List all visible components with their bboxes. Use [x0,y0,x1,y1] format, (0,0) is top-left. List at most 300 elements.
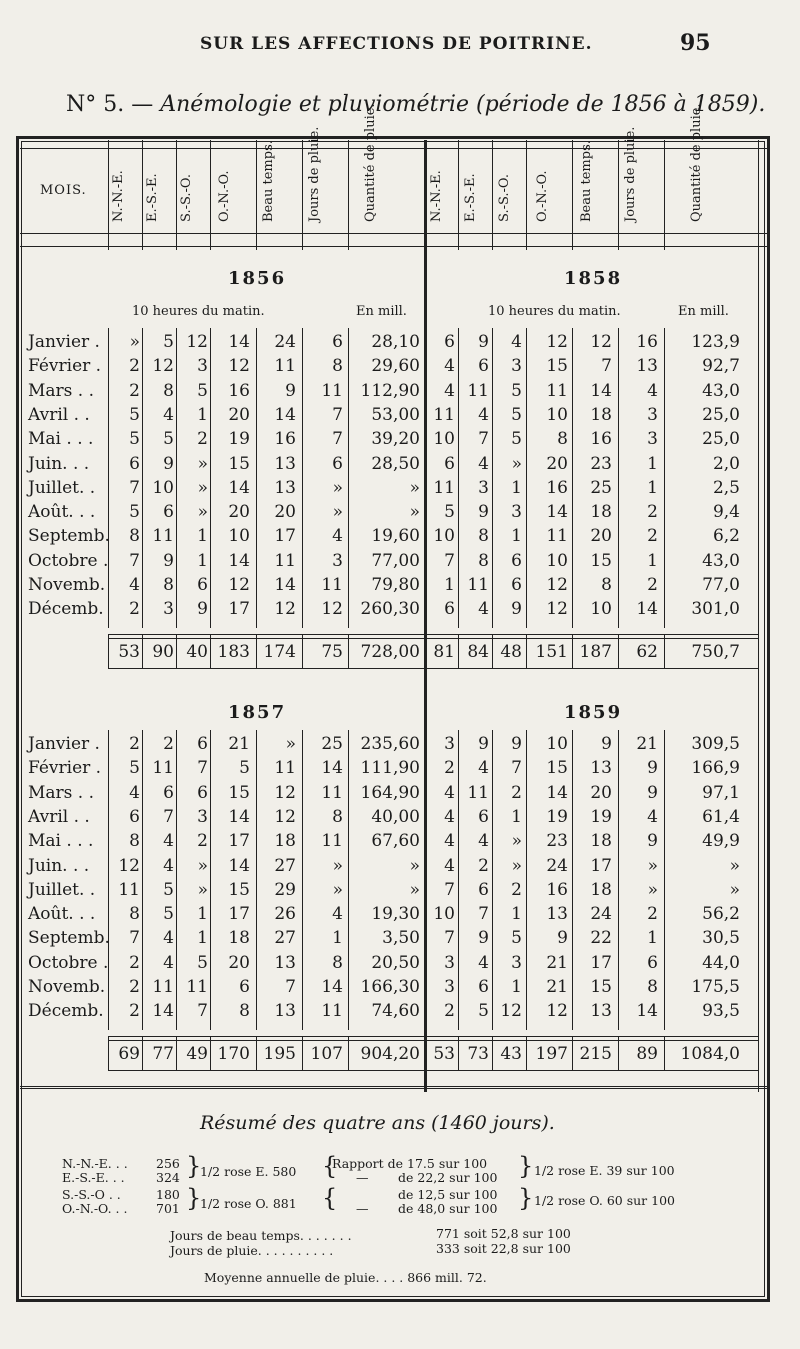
table-cell: 11 [321,380,343,401]
table-cell: 10 [546,550,568,571]
table-cell: 49,9 [702,831,740,852]
table-cell: » [729,879,740,900]
col-heading-left: Jours de pluie. [307,126,322,222]
total-cell: 187 [579,641,612,662]
table-cell: 15 [228,782,250,803]
table-cell: 9 [478,502,489,523]
col-rule [572,328,573,628]
table-cell: 77,00 [371,550,420,571]
month-label: Juillet. . [28,879,96,900]
table-cell: 4 [444,380,455,401]
table-cell: » [511,831,522,852]
col-rule [458,730,459,1030]
table-cell: 3,50 [382,928,420,949]
table-cell: 6 [647,952,658,973]
table-cell: 1 [197,928,208,949]
header-col-sep-left [176,140,177,250]
running-title: SUR LES AFFECTIONS DE POITRINE. [200,34,593,54]
col-heading-left: O.-N.-O. [217,170,232,222]
table-cell: 27 [274,928,296,949]
table-cell: 4 [478,453,489,474]
ratio-text: de 12,5 sur 100 [398,1187,498,1202]
col-heading-right: O.-N.-O. [535,170,550,222]
totals-bottom-rule [108,1070,758,1071]
header-col-sep-right [618,140,619,250]
table-cell: 5 [163,879,174,900]
table-cell: 12 [546,599,568,620]
table-cell: 4 [129,782,140,803]
table-cell: 1 [647,550,658,571]
header-col-sep-left [348,140,349,250]
brace-mid-e: { [322,1152,338,1180]
table-cell: 5 [239,758,250,779]
table-cell: 7 [478,904,489,925]
table-cell: 16 [636,332,658,352]
month-label: Décemb. [28,599,104,620]
month-label: Août. . . [28,904,96,925]
table-cell: 12 [590,332,612,352]
total-cell: 195 [263,1043,296,1064]
col-rule [302,328,303,628]
table-cell: » [647,879,658,900]
table-cell: 44,0 [702,952,740,973]
table-cell: 5 [511,404,522,425]
table-cell: 11 [118,879,140,900]
total-cell: 107 [310,1043,343,1064]
table-cell: 3 [332,550,343,571]
table-cell: 9 [647,782,658,803]
col-heading-left: E.-S.-E. [145,173,160,222]
table-cell: 19 [228,429,250,450]
table-cell: 12 [152,356,174,377]
summary-top-rule [20,1086,768,1089]
table-cell: 10 [590,599,612,620]
total-cell: 151 [535,641,568,662]
table-cell: 13 [274,453,296,474]
month-label: Mai . . . [28,429,94,450]
total-cell: 904,20 [360,1043,420,1064]
table-cell: 6 [478,806,489,827]
table-cell: 13 [636,356,658,377]
table-cell: 166,9 [691,758,740,779]
total-cell: 69 [118,1043,140,1064]
table-cell: » [332,502,343,523]
table-cell: 97,1 [702,782,740,803]
total-cell: 73 [467,1043,489,1064]
table-cell: 4 [647,806,658,827]
table-cell: 123,9 [691,332,740,352]
table-cell: 11 [152,977,174,997]
table-cell: 3 [197,806,208,827]
wind-count: 180 [156,1187,180,1202]
table-cell: 8 [478,526,489,547]
table-cell: 4 [163,855,174,876]
table-cell: 13 [590,1001,612,1022]
table-cell: 11 [433,404,455,425]
moyenne-annuelle: Moyenne annuelle de pluie. . . . 866 mill. 72. [204,1270,487,1285]
table-cell: 2 [647,904,658,925]
table-cell: 4 [163,928,174,949]
table-cell: 3 [163,599,174,620]
totals-col-rule [526,1036,527,1070]
col-rule [618,328,619,628]
table-cell: » [129,332,140,352]
table-cell: 4 [647,380,658,401]
table-cell: 20 [274,502,296,523]
table-cell: 6 [163,782,174,803]
col-heading-right: Quantité de pluie. [689,103,704,222]
col-rule [526,730,527,1030]
table-cell: 112,90 [360,380,420,401]
caption-number: N° 5. — [66,92,154,117]
table-cell: 25,0 [702,429,740,450]
table-cell: » [409,855,420,876]
table-cell: » [409,477,420,498]
table-cell: 19,30 [371,904,420,925]
month-label: Juin. . . [28,453,90,474]
page-number: 95 [680,30,711,56]
table-cell: 12 [186,332,208,352]
table-cell: » [511,453,522,474]
table-cell: » [729,855,740,876]
header-col-sep-right [572,140,573,250]
table-cell: 2 [129,356,140,377]
table-cell: 1 [197,550,208,571]
ratio-text: Rapport de 17.5 sur 100 [332,1156,488,1171]
table-cell: 15 [228,879,250,900]
table-cell: 21 [636,734,658,754]
month-label: Octobre . [28,550,109,571]
table-cell: 13 [274,477,296,498]
table-cell: 14 [636,599,658,620]
table-cell: 309,5 [691,734,740,754]
table-cell: 20 [546,453,568,474]
unit-subheading: En mill. [678,304,729,319]
month-label: Septemb. [28,526,110,547]
table-cell: 10 [546,734,568,754]
table-cell: 10 [433,429,455,450]
table-cell: 39,20 [371,429,420,450]
table-cell: 15 [228,453,250,474]
col-heading-left: Beau temps. [261,140,276,222]
header-bottom-rule-2 [20,246,768,247]
col-rule [492,328,493,628]
table-cell: 10 [228,526,250,547]
totals-top-rule-2 [108,638,758,639]
table-cell: 8 [129,526,140,547]
col-rule [256,730,257,1030]
table-cell: 5 [511,380,522,401]
table-cell: 12 [546,332,568,352]
table-cell: 1 [511,526,522,547]
col-rule [348,730,349,1030]
totals-top-rule [108,1036,758,1037]
table-cell: 5 [478,1001,489,1022]
table-cell: » [511,855,522,876]
header-col-sep-left [142,140,143,250]
table-cell: 74,60 [371,1001,420,1022]
table-cell: 14 [228,550,250,571]
brace-right-o: } [518,1184,534,1212]
month-label: Janvier . [28,332,100,352]
table-cell: 13 [546,904,568,925]
table-cell: 12 [228,575,250,595]
year-heading: 1857 [228,702,287,723]
table-cell: 14 [636,1001,658,1022]
total-cell: 40 [186,641,208,662]
table-cell: 4 [332,526,343,547]
header-col-sep-right [458,140,459,250]
year-heading: 1856 [228,268,287,289]
table-cell: 21 [546,977,568,997]
table-cell: 10 [433,526,455,547]
table-cell: 260,30 [360,599,420,620]
table-cell: 3 [647,404,658,425]
col-rule [458,328,459,628]
total-cell: 49 [186,1043,208,1064]
page-header [0,30,800,60]
col-heading-right: Beau temps. [579,140,594,222]
table-cell: 16 [546,477,568,498]
table-cell: 11 [152,526,174,547]
table-cell: 28,10 [371,332,420,352]
table-cell: 164,90 [360,782,420,803]
table-cell: 9 [478,928,489,949]
table-cell: 11 [186,977,208,997]
table-cell: 11 [546,526,568,547]
table-cell: 67,60 [371,831,420,852]
table-cell: 5 [163,429,174,450]
totals-col-rule [664,1036,665,1070]
table-cell: 10 [152,477,174,498]
table-cell: 21 [546,952,568,973]
table-cell: 11 [433,477,455,498]
table-cell: 2 [647,502,658,523]
table-cell: 1 [647,453,658,474]
table-cell: 3 [511,356,522,377]
caption-period: (période de 1856 à 1859). [475,92,766,117]
table-cell: » [197,502,208,523]
table-cell: 8 [239,1001,250,1022]
table-cell: 2 [129,1001,140,1022]
table-cell: 14 [321,977,343,997]
table-cell: 5 [129,758,140,779]
table-cell: 11 [321,782,343,803]
header-col-sep-left [108,140,109,250]
table-cell: 6,2 [712,526,740,547]
table-cell: 13 [590,758,612,779]
table-cell: 9 [197,599,208,620]
table-cell: 111,90 [360,758,420,779]
table-cell: 20 [590,782,612,803]
table-cell: 11 [274,356,296,377]
ratio-dash: — [356,1201,369,1216]
table-caption [66,92,765,117]
table-cell: 14 [546,782,568,803]
ratio-dash: — [356,1170,369,1185]
table-cell: 4 [444,806,455,827]
totals-col-rule [664,634,665,668]
table-cell: » [332,879,343,900]
total-cell: 62 [636,641,658,662]
table-cell: 8 [129,831,140,852]
header-col-sep-right [526,140,527,250]
table-cell: 6 [444,453,455,474]
table-cell: 20 [228,502,250,523]
table-cell: 6 [444,599,455,620]
table-cell: 2,0 [712,453,740,474]
table-cell: 17 [590,855,612,876]
table-cell: 9 [511,599,522,620]
table-cell: 2 [129,380,140,401]
table-cell: 8 [557,429,568,450]
table-cell: 15 [590,977,612,997]
month-label: Août. . . [28,502,96,523]
month-label: Novemb. [28,977,106,997]
month-label: Septemb. [28,928,110,949]
total-cell: 750,7 [691,641,740,662]
table-cell: 92,7 [702,356,740,377]
header-col-sep-left [302,140,303,250]
table-cell: 3 [197,356,208,377]
table-cell: 7 [285,977,296,997]
time-subheading: 10 heures du matin. [132,304,265,319]
table-cell: » [197,453,208,474]
table-cell: 14 [274,575,296,595]
table-cell: 24 [546,855,568,876]
table-cell: 18 [228,928,250,949]
total-cell: 75 [321,641,343,662]
table-cell: 5 [197,380,208,401]
table-cell: 18 [590,502,612,523]
table-cell: 14 [228,855,250,876]
month-label: Avril . . [28,404,90,425]
table-cell: 16 [590,429,612,450]
header-col-sep-left [210,140,211,250]
table-cell: » [197,477,208,498]
table-cell: 12 [321,599,343,620]
col-rule [108,328,109,628]
table-cell: 9 [647,758,658,779]
table-cell: 6 [478,977,489,997]
table-cell: 20 [228,952,250,973]
pluie-value: 333 soit 22,8 sur 100 [436,1241,571,1256]
table-cell: 4 [444,782,455,803]
total-cell: 728,00 [360,641,420,662]
table-cell: 7 [332,404,343,425]
beau-temps-label: Jours de beau temps. . . . . . . [170,1228,352,1243]
month-label: Octobre . [28,952,109,973]
table-cell: 11 [467,380,489,401]
table-cell: 7 [197,1001,208,1022]
table-cell: 12 [274,599,296,620]
table-cell: 4 [478,831,489,852]
table-cell: 8 [163,575,174,595]
table-cell: 12 [546,1001,568,1022]
total-cell: 197 [535,1043,568,1064]
table-cell: 14 [321,758,343,779]
totals-bottom-rule [108,668,758,669]
table-cell: 18 [274,831,296,852]
table-cell: 28,50 [371,453,420,474]
table-cell: 3 [647,429,658,450]
table-cell: 5 [511,928,522,949]
table-cell: 4 [478,952,489,973]
mois-header: MOIS. [40,183,87,198]
table-cell: 11 [321,831,343,852]
table-cell: » [197,855,208,876]
table-cell: 11 [274,550,296,571]
brace-right-e: } [518,1152,534,1180]
table-cell: 24 [274,332,296,352]
col-rule [618,730,619,1030]
table-cell: 23 [546,831,568,852]
table-cell: 7 [163,806,174,827]
table-cell: 17 [590,952,612,973]
table-cell: 11 [274,758,296,779]
col-rule [210,328,211,628]
table-cell: 61,4 [702,806,740,827]
brace-left-o: } [186,1184,202,1212]
table-cell: 4 [511,332,522,352]
table-cell: 12 [274,782,296,803]
table-cell: 29 [274,879,296,900]
col-heading-left: Quantité de pluie. [363,103,378,222]
table-cell: 12 [500,1001,522,1022]
brace-left-e: } [186,1152,202,1180]
table-cell: » [409,879,420,900]
table-cell: 5 [163,332,174,352]
table-cell: 235,60 [360,734,420,754]
table-cell: 4 [444,831,455,852]
total-cell: 81 [433,641,455,662]
table-cell: 9 [478,332,489,352]
month-label: Mars . . [28,782,95,803]
table-cell: 4 [163,831,174,852]
table-cell: 79,80 [371,575,420,595]
table-cell: 11 [467,782,489,803]
table-cell: 25,0 [702,404,740,425]
total-cell: 53 [433,1043,455,1064]
table-cell: 9 [163,453,174,474]
total-cell: 77 [152,1043,174,1064]
month-label: Février . [28,758,102,779]
table-cell: 9,4 [712,502,740,523]
right-edge-rule [758,140,759,1092]
table-cell: 12 [546,575,568,595]
table-cell: 3 [444,734,455,754]
table-cell: 2 [129,734,140,754]
table-cell: 2 [478,855,489,876]
total-cell: 1084,0 [680,1043,740,1064]
table-cell: 43,0 [702,380,740,401]
header-col-sep-left [256,140,257,250]
table-cell: 2 [129,977,140,997]
total-cell: 89 [636,1043,658,1064]
month-label: Novemb. [28,575,106,595]
table-cell: 7 [478,429,489,450]
brace-mid-o: { [322,1184,338,1212]
table-cell: 6 [478,879,489,900]
table-cell: 19,60 [371,526,420,547]
table-cell: 2 [197,831,208,852]
table-cell: 4 [332,904,343,925]
table-cell: 25 [321,734,343,754]
col-heading-right: N.-N.-E. [429,170,444,222]
table-cell: 7 [601,356,612,377]
table-cell: 8 [478,550,489,571]
table-cell: 16 [546,879,568,900]
